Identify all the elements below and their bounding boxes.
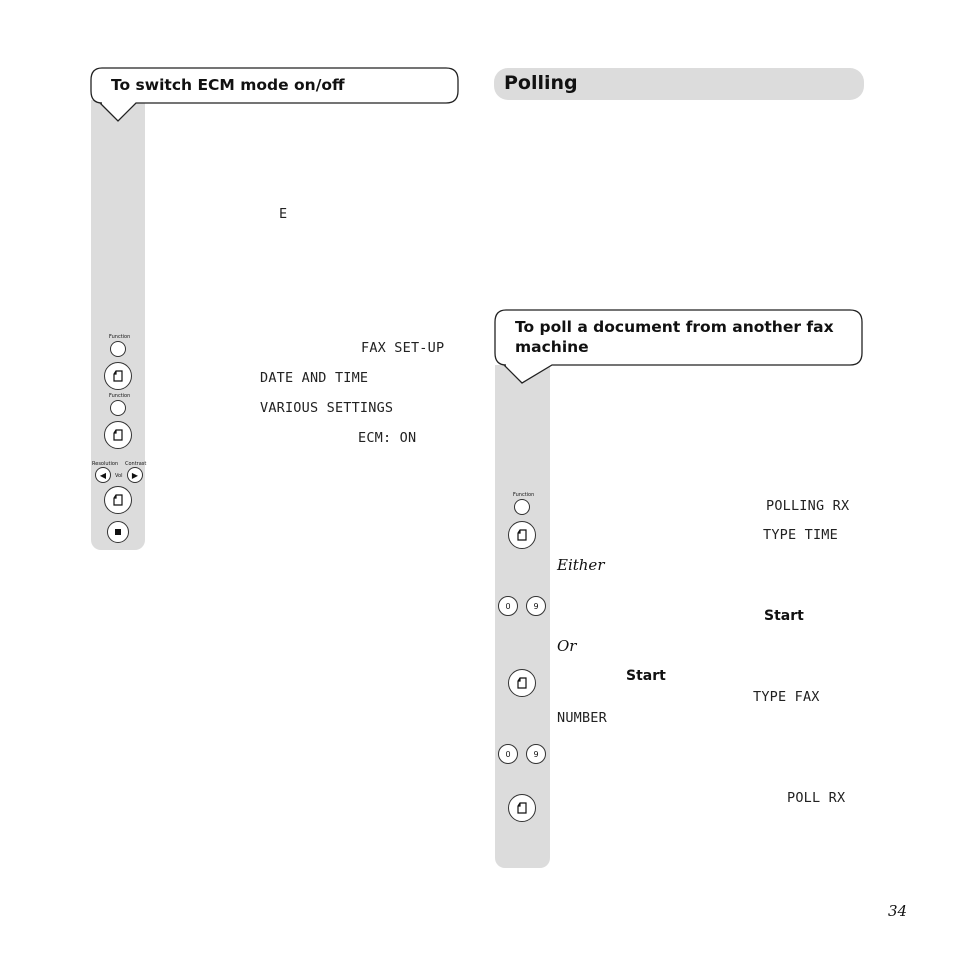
copy-icon [516, 802, 528, 814]
keypad-0-button[interactable]: 0 [498, 744, 518, 764]
copy-icon [112, 429, 124, 441]
copy-icon [112, 494, 124, 506]
start-keyword: Start [764, 608, 804, 624]
lcd-number: NUMBER [557, 710, 607, 726]
function-label: Function [109, 334, 131, 340]
triangle-right-icon: ▶ [131, 470, 139, 480]
function-button[interactable] [110, 341, 126, 357]
left-arrow-button[interactable] [95, 467, 111, 483]
right-button-strip [495, 365, 550, 868]
lcd-polling-rx: POLLING RX [766, 498, 850, 514]
copy-button[interactable] [508, 794, 536, 822]
polling-heading: Polling [504, 72, 578, 94]
page-number: 34 [888, 902, 908, 920]
copy-button[interactable] [104, 421, 132, 449]
keypad-9-button[interactable]: 9 [526, 596, 546, 616]
function-label: Function [513, 492, 535, 498]
stop-button[interactable] [107, 521, 129, 543]
or-label: Or [557, 637, 577, 655]
contrast-label: Contrast [125, 461, 147, 467]
copy-button[interactable] [508, 669, 536, 697]
copy-button[interactable] [508, 521, 536, 549]
keypad-9-button[interactable]: 9 [526, 744, 546, 764]
triangle-left-icon: ◀ [99, 470, 107, 480]
function-label: Function [109, 393, 131, 399]
resolution-label: Resolution [92, 461, 119, 467]
left-section-title: To switch ECM mode on/off [111, 76, 345, 94]
copy-button[interactable] [104, 486, 132, 514]
function-button[interactable] [514, 499, 530, 515]
lcd-date-time: DATE AND TIME [260, 370, 369, 386]
stop-icon [115, 529, 121, 535]
right-section-subtitle: To poll a document from another fax machine [515, 318, 834, 356]
either-label: Either [557, 556, 605, 574]
start-keyword: Start [626, 668, 666, 684]
lcd-type-time: TYPE TIME [763, 527, 838, 543]
keypad-0-button[interactable]: 0 [498, 596, 518, 616]
right-arrow-button[interactable] [127, 467, 143, 483]
vol-label: Vol [115, 473, 123, 479]
function-button[interactable] [110, 400, 126, 416]
lcd-fax-setup: FAX SET-UP [361, 340, 445, 356]
lcd-type-fax: TYPE FAX [753, 689, 820, 705]
lcd-poll-rx: POLL RX [787, 790, 846, 806]
copy-icon [516, 677, 528, 689]
lcd-ecm-on: ECM: ON [358, 430, 417, 446]
lcd-various-settings: VARIOUS SETTINGS [260, 400, 394, 416]
copy-button[interactable] [104, 362, 132, 390]
copy-icon [112, 370, 124, 382]
copy-icon [516, 529, 528, 541]
stray-letter: E [279, 206, 288, 222]
